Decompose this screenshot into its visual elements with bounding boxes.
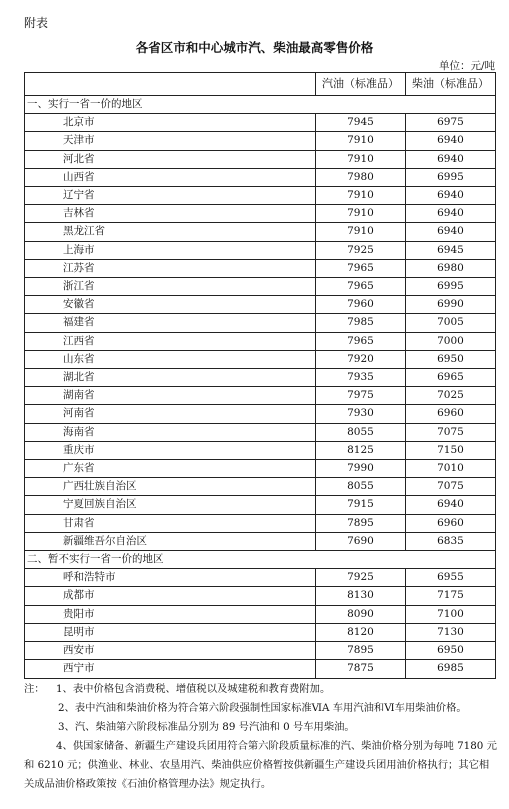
diesel-price-cell: 7150 bbox=[406, 441, 496, 459]
table-row bbox=[25, 296, 496, 314]
table-row bbox=[25, 569, 496, 587]
gasoline-price-cell: 7985 bbox=[316, 314, 406, 332]
region-name-cell: 天津市 bbox=[25, 132, 316, 150]
gasoline-price-cell: 7990 bbox=[316, 460, 406, 478]
note-item-2 bbox=[24, 699, 498, 718]
region-name-cell: 湖南省 bbox=[25, 387, 316, 405]
gasoline-price-cell: 7935 bbox=[316, 369, 406, 387]
diesel-price-cell: 7005 bbox=[406, 314, 496, 332]
diesel-price-cell: 6940 bbox=[406, 132, 496, 150]
gasoline-price-cell: 7965 bbox=[316, 259, 406, 277]
region-name-cell: 宁夏回族自治区 bbox=[25, 496, 316, 514]
table-row bbox=[25, 642, 496, 660]
gasoline-price-cell: 7895 bbox=[316, 514, 406, 532]
diesel-price-cell: 6835 bbox=[406, 532, 496, 550]
section-label: 一、实行一省一价的地区 bbox=[25, 96, 496, 114]
table-row bbox=[25, 660, 496, 678]
table-row bbox=[25, 514, 496, 532]
gasoline-price-cell: 8090 bbox=[316, 605, 406, 623]
region-name-cell: 西安市 bbox=[25, 642, 316, 660]
note-text: 2、表中汽油和柴油价格为符合第六阶段强制性国家标准ⅥA 车用汽油和Ⅵ车用柴油价格。 bbox=[58, 702, 467, 714]
region-name-cell: 安徽省 bbox=[25, 296, 316, 314]
diesel-price-cell: 6940 bbox=[406, 496, 496, 514]
table-row bbox=[25, 423, 496, 441]
diesel-price-cell: 6980 bbox=[406, 259, 496, 277]
diesel-price-cell: 6940 bbox=[406, 187, 496, 205]
gasoline-price-cell: 8055 bbox=[316, 478, 406, 496]
region-name-cell: 黑龙江省 bbox=[25, 223, 316, 241]
gasoline-price-cell: 7910 bbox=[316, 132, 406, 150]
gasoline-price-cell: 8055 bbox=[316, 423, 406, 441]
region-name-cell: 新疆维吾尔自治区 bbox=[25, 532, 316, 550]
table-row bbox=[25, 460, 496, 478]
table-row bbox=[25, 278, 496, 296]
gasoline-price-cell: 7945 bbox=[316, 114, 406, 132]
region-name-cell: 浙江省 bbox=[25, 278, 316, 296]
table-row bbox=[25, 441, 496, 459]
gasoline-price-cell: 7925 bbox=[316, 569, 406, 587]
region-name-cell: 上海市 bbox=[25, 241, 316, 259]
region-name-cell: 昆明市 bbox=[25, 623, 316, 641]
table-row bbox=[25, 241, 496, 259]
diesel-price-cell: 7010 bbox=[406, 460, 496, 478]
diesel-price-cell: 6965 bbox=[406, 369, 496, 387]
table-row bbox=[25, 369, 496, 387]
region-name-cell: 湖北省 bbox=[25, 369, 316, 387]
diesel-price-cell: 7175 bbox=[406, 587, 496, 605]
table-row bbox=[25, 132, 496, 150]
diesel-price-cell: 7075 bbox=[406, 423, 496, 441]
gasoline-price-cell: 7895 bbox=[316, 642, 406, 660]
diesel-price-cell: 6950 bbox=[406, 642, 496, 660]
table-row bbox=[25, 114, 496, 132]
gasoline-price-cell: 7920 bbox=[316, 350, 406, 368]
gasoline-price-cell: 8130 bbox=[316, 587, 406, 605]
diesel-price-cell: 6960 bbox=[406, 405, 496, 423]
gasoline-price-cell: 7960 bbox=[316, 296, 406, 314]
table-row bbox=[25, 259, 496, 277]
note-item-4 bbox=[24, 737, 498, 794]
region-name-cell: 辽宁省 bbox=[25, 187, 316, 205]
table-row bbox=[25, 496, 496, 514]
gasoline-price-cell: 8120 bbox=[316, 623, 406, 641]
region-name-cell: 江西省 bbox=[25, 332, 316, 350]
region-name-cell: 贵阳市 bbox=[25, 605, 316, 623]
table-header-row bbox=[25, 73, 496, 96]
gasoline-price-cell: 7930 bbox=[316, 405, 406, 423]
diesel-price-cell: 7130 bbox=[406, 623, 496, 641]
region-name-cell: 海南省 bbox=[25, 423, 316, 441]
diesel-price-cell: 6985 bbox=[406, 660, 496, 678]
table-row bbox=[25, 387, 496, 405]
gasoline-price-cell: 7910 bbox=[316, 205, 406, 223]
page-title: 各省区市和中心城市汽、柴油最高零售价格 bbox=[135, 40, 374, 55]
region-name-cell: 北京市 bbox=[25, 114, 316, 132]
note-text: 4、供国家储备、新疆生产建设兵团用符合第六阶段质量标准的汽、柴油价格分别为每吨 7180 元和 6210 元；供渔业、林业、农垦用汽、柴油供应价格暂按供新疆生产建设兵团用油价格执行；其它相关成品油价格政策按《石油价格管理办法》规定执行。 bbox=[24, 740, 497, 790]
table-row bbox=[25, 314, 496, 332]
gasoline-price-cell: 7875 bbox=[316, 660, 406, 678]
diesel-price-cell: 6955 bbox=[406, 569, 496, 587]
header-gasoline: 汽油（标准品） bbox=[316, 73, 406, 96]
gasoline-price-cell: 7910 bbox=[316, 150, 406, 168]
diesel-price-cell: 6945 bbox=[406, 241, 496, 259]
region-name-cell: 山西省 bbox=[25, 168, 316, 186]
region-name-cell: 河北省 bbox=[25, 150, 316, 168]
price-table bbox=[24, 72, 496, 679]
table-row bbox=[25, 623, 496, 641]
table-row bbox=[25, 332, 496, 350]
gasoline-price-cell: 7975 bbox=[316, 387, 406, 405]
note-text: 3、汽、柴油第六阶段标准品分别为 89 号汽油和 0 号车用柴油。 bbox=[58, 721, 355, 733]
gasoline-price-cell: 7965 bbox=[316, 332, 406, 350]
note-item-3 bbox=[24, 718, 498, 737]
gasoline-price-cell: 7910 bbox=[316, 223, 406, 241]
table-row bbox=[25, 587, 496, 605]
diesel-price-cell: 6940 bbox=[406, 150, 496, 168]
table-row bbox=[25, 350, 496, 368]
region-name-cell: 江苏省 bbox=[25, 259, 316, 277]
section-row bbox=[25, 96, 496, 114]
diesel-price-cell: 7075 bbox=[406, 478, 496, 496]
diesel-price-cell: 6960 bbox=[406, 514, 496, 532]
region-name-cell: 河南省 bbox=[25, 405, 316, 423]
region-name-cell: 吉林省 bbox=[25, 205, 316, 223]
diesel-price-cell: 6940 bbox=[406, 223, 496, 241]
gasoline-price-cell: 7690 bbox=[316, 532, 406, 550]
gasoline-price-cell: 7915 bbox=[316, 496, 406, 514]
section-label: 二、暂不实行一省一价的地区 bbox=[25, 551, 496, 569]
table-row bbox=[25, 478, 496, 496]
diesel-price-cell: 6975 bbox=[406, 114, 496, 132]
region-name-cell: 重庆市 bbox=[25, 441, 316, 459]
diesel-price-cell: 6950 bbox=[406, 350, 496, 368]
region-name-cell: 广东省 bbox=[25, 460, 316, 478]
region-name-cell: 广西壮族自治区 bbox=[25, 478, 316, 496]
table-row bbox=[25, 150, 496, 168]
gasoline-price-cell: 8125 bbox=[316, 441, 406, 459]
diesel-price-cell: 7100 bbox=[406, 605, 496, 623]
table-row bbox=[25, 187, 496, 205]
diesel-price-cell: 6990 bbox=[406, 296, 496, 314]
table-row bbox=[25, 205, 496, 223]
note-item-1 bbox=[24, 680, 498, 699]
region-name-cell: 山东省 bbox=[25, 350, 316, 368]
notes bbox=[24, 680, 498, 794]
region-name-cell: 福建省 bbox=[25, 314, 316, 332]
diesel-price-cell: 6995 bbox=[406, 168, 496, 186]
region-name-cell: 成都市 bbox=[25, 587, 316, 605]
note-text: 1、表中价格包含消费税、增值税以及城建税和教育费附加。 bbox=[56, 683, 331, 695]
diesel-price-cell: 7000 bbox=[406, 332, 496, 350]
table-row bbox=[25, 405, 496, 423]
region-name-cell: 甘肃省 bbox=[25, 514, 316, 532]
header-blank-cell bbox=[25, 73, 316, 96]
diesel-price-cell: 7025 bbox=[406, 387, 496, 405]
gasoline-price-cell: 7910 bbox=[316, 187, 406, 205]
table-row bbox=[25, 168, 496, 186]
table-row bbox=[25, 223, 496, 241]
region-name-cell: 呼和浩特市 bbox=[25, 569, 316, 587]
unit-label: 单位：元/吨 bbox=[438, 60, 495, 72]
diesel-price-cell: 6995 bbox=[406, 278, 496, 296]
diesel-price-cell: 6940 bbox=[406, 205, 496, 223]
table-row bbox=[25, 532, 496, 550]
header-diesel: 柴油（标准品） bbox=[406, 73, 496, 96]
region-name-cell: 西宁市 bbox=[25, 660, 316, 678]
gasoline-price-cell: 7965 bbox=[316, 278, 406, 296]
gasoline-price-cell: 7980 bbox=[316, 168, 406, 186]
gasoline-price-cell: 7925 bbox=[316, 241, 406, 259]
section-row bbox=[25, 551, 496, 569]
appendix-label: 附表 bbox=[24, 16, 49, 30]
notes-label: 注： bbox=[24, 683, 45, 695]
table-row bbox=[25, 605, 496, 623]
